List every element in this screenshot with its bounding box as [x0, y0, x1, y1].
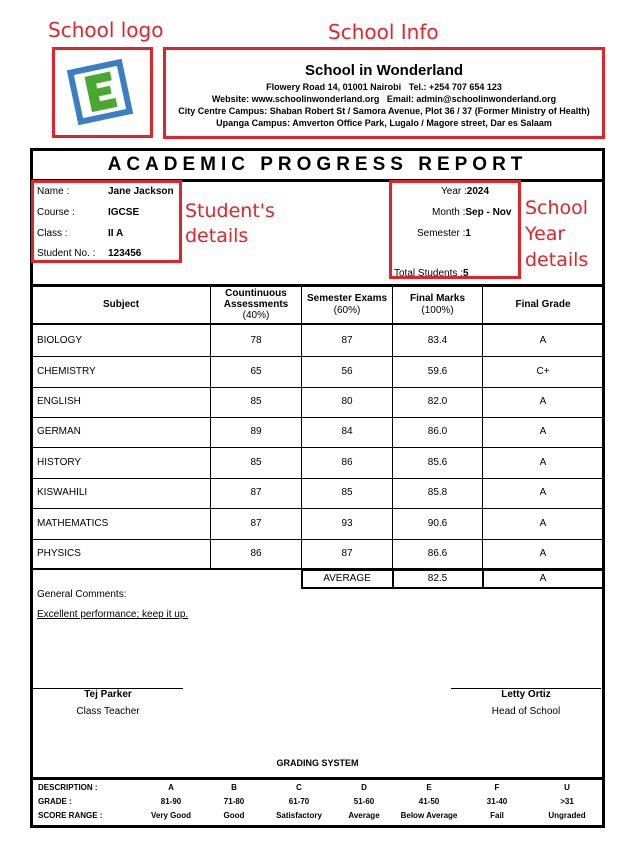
cell-subject: ENGLISH — [37, 396, 81, 407]
grading-desc-6: U — [564, 783, 570, 792]
semester-row: Semester :1 — [417, 228, 471, 239]
header-subject: Subject — [102, 299, 140, 310]
cell-exam: 93 — [341, 518, 353, 529]
cell-final: 86.0 — [427, 426, 448, 437]
grading-range-5: Fail — [490, 811, 504, 820]
grading-label-desc: DESCRIPTION : — [38, 783, 98, 792]
grading-desc-4: E — [426, 783, 432, 792]
month-row: Month :Sep - Nov — [432, 207, 512, 218]
cell-subject: HISTORY — [37, 457, 82, 468]
cell-subject: PHYSICS — [37, 548, 81, 559]
student-class: II A — [108, 228, 124, 239]
header-final: Final Marks (100%) — [409, 293, 466, 316]
cell-grade: A — [539, 335, 547, 346]
grading-grade-4: 41-50 — [418, 797, 440, 806]
cell-final: 85.6 — [427, 457, 448, 468]
grading-desc-1: B — [231, 783, 237, 792]
average-grade: A — [539, 573, 547, 584]
cell-grade: A — [539, 518, 547, 529]
head-role: Head of School — [491, 706, 561, 717]
website-label: Website: — [211, 94, 250, 104]
school-website: www.schoolinwonderland.org — [251, 94, 380, 104]
grading-grade-3: 51-60 — [353, 797, 375, 806]
school-address: Flowery Road 14, 01001 Nairobi — [266, 82, 402, 92]
grading-range-3: Average — [348, 811, 380, 820]
teacher-role: Class Teacher — [76, 706, 140, 717]
cell-exam: 80 — [341, 396, 353, 407]
grading-grade-5: 31-40 — [486, 797, 508, 806]
cell-grade: A — [539, 487, 547, 498]
cell-final: 59.6 — [427, 366, 448, 377]
cell-exam: 86 — [341, 457, 353, 468]
cell-grade: A — [539, 457, 547, 468]
cell-final: 85.8 — [427, 487, 448, 498]
annotation-school-logo: School logo — [48, 18, 164, 42]
class-label: Class : — [37, 228, 68, 239]
cell-ca: 86 — [250, 548, 262, 559]
grading-desc-3: D — [361, 783, 367, 792]
cell-subject: KISWAHILI — [37, 487, 88, 498]
cell-exam: 87 — [341, 335, 353, 346]
grading-range-0: Very Good — [150, 811, 191, 820]
total-row: Total Students :5 — [394, 268, 469, 279]
comments-text: Excellent performance; keep it up. — [37, 609, 189, 620]
grading-grade-2: 61-70 — [288, 797, 310, 806]
student-course: IGCSE — [108, 207, 140, 218]
school-logo — [66, 58, 134, 126]
course-label: Course : — [37, 207, 75, 218]
student-name: Jane Jackson — [108, 186, 174, 197]
grading-grade-0: 81-90 — [160, 797, 182, 806]
header-grade: Final Grade — [515, 299, 571, 310]
teacher-name: Tej Parker — [84, 689, 132, 700]
cell-ca: 78 — [250, 335, 262, 346]
cell-subject: GERMAN — [37, 426, 81, 437]
grading-range-6: Ungraded — [548, 811, 586, 820]
cell-subject: CHEMISTRY — [37, 366, 96, 377]
cell-exam: 85 — [341, 487, 353, 498]
report-title: ACADEMIC PROGRESS REPORT — [107, 154, 528, 175]
tel-label: Tel.: — [408, 82, 427, 92]
grading-desc-5: F — [494, 783, 500, 792]
cell-subject: MATHEMATICS — [37, 518, 109, 529]
cell-ca: 85 — [250, 457, 262, 468]
school-tel: +254 707 654 123 — [429, 82, 502, 92]
head-name: Letty Ortiz — [501, 689, 551, 700]
cell-ca: 85 — [250, 396, 262, 407]
grading-label-range: SCORE RANGE : — [38, 811, 103, 820]
cell-grade: A — [539, 426, 547, 437]
school-contact — [163, 81, 605, 129]
grading-grade-6: >31 — [560, 797, 574, 806]
grading-label-grade: GRADE : — [38, 797, 72, 806]
cell-grade: A — [539, 396, 547, 407]
annotation-school-info: School Info — [328, 20, 439, 44]
email-label: Email: — [386, 94, 414, 104]
annotation-student-details: Student's details — [185, 200, 275, 247]
cell-ca: 87 — [250, 487, 262, 498]
cell-grade: C+ — [536, 366, 550, 377]
grading-desc-0: A — [168, 783, 174, 792]
number-label: Student No. : — [37, 248, 96, 259]
school-name: School in Wonderland — [304, 62, 464, 79]
grading-grade-1: 71-80 — [223, 797, 245, 806]
grading-range-2: Satisfactory — [276, 811, 322, 820]
annotation-year-details: School Year details — [525, 197, 589, 271]
cell-final: 90.6 — [427, 518, 448, 529]
header-ca: Countinuous Assessments (40%) — [223, 288, 289, 321]
cell-ca: 65 — [250, 366, 262, 377]
student-number: 123456 — [108, 248, 142, 259]
campus-1: City Centre Campus: Shaban Robert St / Samora Avenue, Plot 36 / 37 (Former Ministry of Health) — [178, 106, 590, 116]
cell-exam: 56 — [341, 366, 353, 377]
campus-2: Upanga Campus: Amverton Office Park, Lugalo / Magore street, Dar es Salaam — [216, 118, 552, 128]
name-label: Name : — [37, 186, 70, 197]
year-row: Year :2024 — [441, 186, 490, 197]
cell-exam: 87 — [341, 548, 353, 559]
cell-ca: 89 — [250, 426, 262, 437]
school-email: admin@schoolinwonderland.org — [416, 94, 557, 104]
cell-ca: 87 — [250, 518, 262, 529]
cell-final: 83.4 — [427, 335, 448, 346]
cell-exam: 84 — [341, 426, 353, 437]
cell-grade: A — [539, 548, 547, 559]
grading-desc-2: C — [296, 783, 302, 792]
grading-range-4: Below Average — [400, 811, 458, 820]
cell-subject: BIOLOGY — [37, 335, 83, 346]
grading-title: GRADING SYSTEM — [276, 758, 359, 768]
grading-range-1: Good — [223, 811, 245, 820]
average-final: 82.5 — [427, 573, 448, 584]
cell-final: 82.0 — [427, 396, 448, 407]
comments-label: General Comments: — [37, 589, 127, 600]
average-label: AVERAGE — [323, 573, 371, 584]
header-exam: Semester Exams (60%) — [306, 293, 388, 316]
cell-final: 86.6 — [427, 548, 448, 559]
